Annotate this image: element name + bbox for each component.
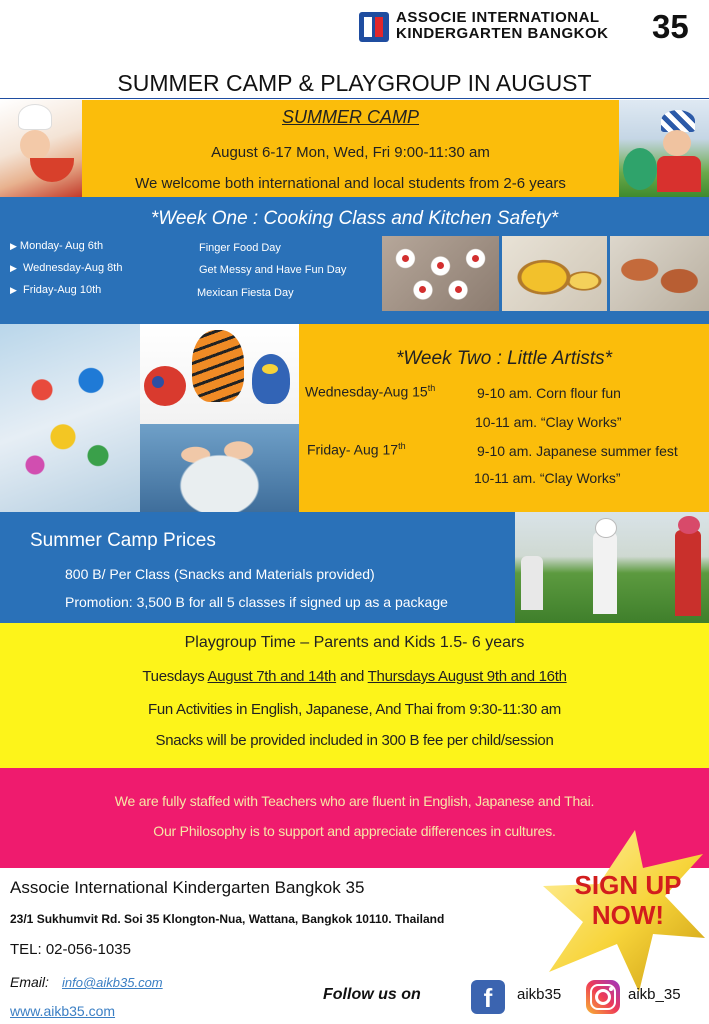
summer-camp-welcome: We welcome both international and local students from 2-6 years (135, 175, 566, 192)
week-one-day: ▶ Wednesday-Aug 8th (10, 262, 123, 274)
week-two-activity: 10-11 am. “Clay Works” (474, 470, 621, 486)
facebook-handle[interactable]: aikb35 (517, 986, 562, 1003)
finger-food-photo (382, 236, 499, 311)
logo-icon (359, 12, 389, 42)
arrow-bullet-icon: ▶ (10, 285, 17, 295)
summer-camp-heading: SUMMER CAMP (281, 107, 419, 127)
email-link[interactable]: info@aikb35.com (62, 975, 163, 990)
clay-figures-photo (140, 324, 299, 424)
website-link[interactable]: www.aikb35.com (10, 1003, 116, 1019)
week-two-activity: 10-11 am. “Clay Works” (475, 414, 622, 430)
playgroup-fee: Snacks will be provided included in 300 B fee per child/session (155, 732, 554, 749)
slime-play-photo (140, 424, 299, 512)
school-name: Associe International Kindergarten Bangkok 35 (10, 878, 365, 897)
staff-statement: We are fully staffed with Teachers who are fluent in English, Japanese and Thai. (114, 793, 595, 809)
week-two-activity: 9-10 am. Japanese summer fest (477, 443, 678, 459)
chef-child-photo (0, 100, 82, 197)
logo-line2: KINDERGARTEN BANGKOK (396, 25, 609, 42)
logo-number: 35 (652, 8, 689, 45)
email-label: Email: (10, 974, 49, 990)
arrow-bullet-icon: ▶ (10, 263, 17, 273)
playgroup-schedule: Tuesdays August 7th and 14th and Thursdays August 9th and 16th (142, 668, 567, 685)
sign-up-button[interactable]: SIGN UP NOW! (574, 870, 682, 930)
page-title: SUMMER CAMP & PLAYGROUP IN AUGUST (117, 70, 592, 96)
logo-line1: ASSOCIE INTERNATIONAL (396, 9, 600, 26)
instagram-handle[interactable]: aikb_35 (628, 986, 681, 1003)
week-one-activity: Get Messy and Have Fun Day (199, 264, 347, 276)
school-address: 23/1 Sukhumvit Rd. Soi 35 Klongton-Nua, Wattana, Bangkok 10110. Thailand (10, 912, 445, 926)
week-two-day: Wednesday-Aug 15th (305, 383, 436, 400)
week-two-day: Friday- Aug 17th (307, 441, 406, 458)
week-one-day: ▶ Monday- Aug 6th (10, 240, 104, 252)
school-phone: TEL: 02-056-1035 (10, 941, 131, 958)
playgroup-title: Playgroup Time – Parents and Kids 1.5- 6 years (184, 634, 525, 651)
week-one-title: *Week One : Cooking Class and Kitchen Safety* (150, 208, 559, 229)
week-two-title: *Week Two : Little Artists* (395, 348, 613, 369)
week-two-activity: 9-10 am. Corn flour fun (477, 385, 621, 401)
painting-photo (0, 324, 140, 512)
prices-title: Summer Camp Prices (30, 530, 216, 551)
kids-playing-photo (515, 512, 709, 623)
week-one-activity: Mexican Fiesta Day (197, 287, 294, 299)
week-one-activity: Finger Food Day (199, 242, 281, 254)
logo-text (396, 10, 609, 42)
food-photos (382, 236, 709, 311)
philosophy-statement: Our Philosophy is to support and appreciate differences in cultures. (153, 823, 556, 839)
playgroup-activities: Fun Activities in English, Japanese, And Thai from 9:30-11:30 am (148, 701, 561, 718)
summer-camp-dates: August 6-17 Mon, Wed, Fri 9:00-11:30 am (211, 144, 490, 161)
title-divider (0, 98, 709, 99)
pineapple-rice-photo (502, 236, 607, 311)
week-one-day: ▶ Friday-Aug 10th (10, 284, 102, 296)
follow-us-label: Follow us on (323, 986, 421, 1003)
balloon-child-photo (619, 100, 709, 197)
facebook-icon[interactable]: f (471, 980, 505, 1014)
arrow-bullet-icon: ▶ (10, 241, 17, 251)
price-per-class: 800 B/ Per Class (Snacks and Materials provided) (65, 566, 375, 582)
fiesta-food-photo (610, 236, 709, 311)
instagram-icon[interactable] (586, 980, 620, 1014)
price-promotion: Promotion: 3,500 B for all 5 classes if signed up as a package (65, 594, 448, 610)
